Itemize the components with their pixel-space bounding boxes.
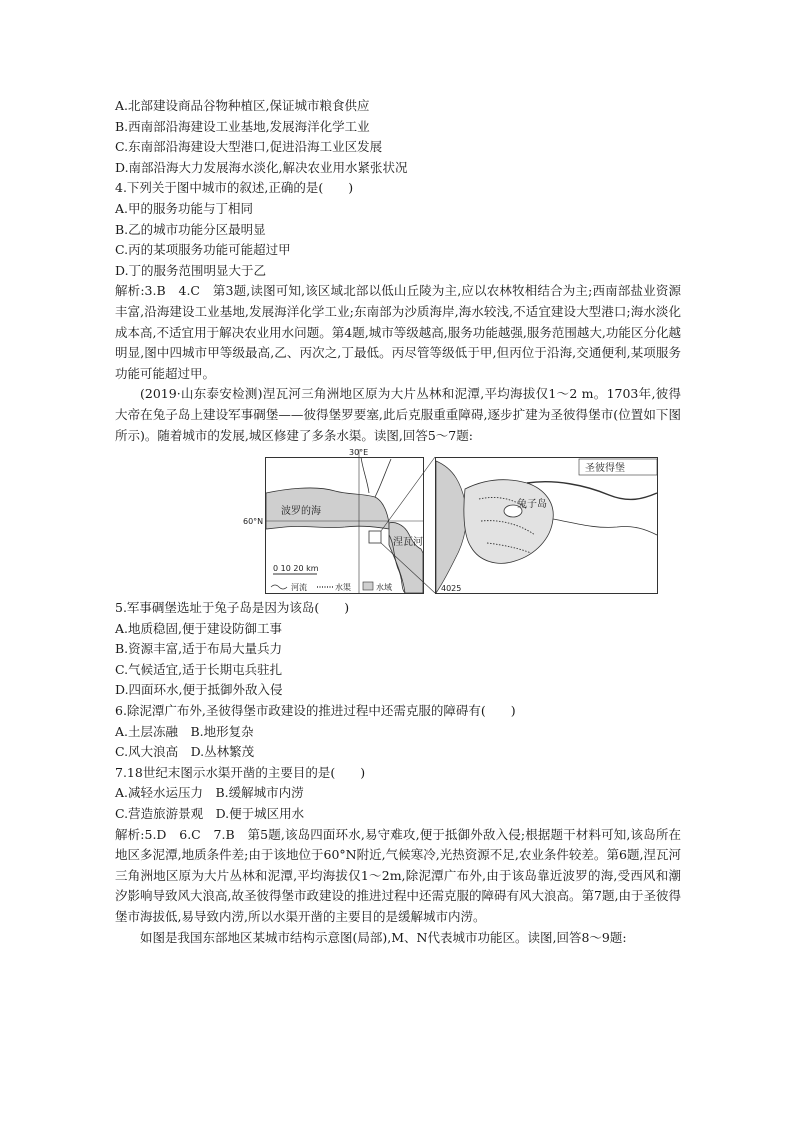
- river-north: [361, 457, 369, 493]
- q4-option-d: D.丁的服务范围明显大于乙: [115, 262, 267, 278]
- q5-option-a: A.地质稳固,便于建设防御工事: [115, 620, 282, 636]
- river-northeast: [375, 459, 391, 497]
- neva-delta-map: [243, 448, 659, 595]
- q7-options-cd: C.营造旅游景观 D.便于城区用水: [115, 806, 305, 822]
- river-label: 涅瓦河: [393, 537, 423, 549]
- legend-canal-label: 水渠: [335, 583, 351, 593]
- q5-option-c: C.气候适宜,适于长期屯兵驻扎: [115, 661, 283, 677]
- intro-8-9: 如图是我国东部地区某城市结构示意图(局部),M、N代表城市功能区。读图,回答8～9题:: [140, 929, 627, 945]
- q3-option-d: D.南部沿海大力发展海水淡化,解决农业用水紧张状况: [115, 159, 408, 175]
- q6-stem: 6.除泥潭广布外,圣彼得堡市政建设的推进过程中还需克服的障碍有( ): [115, 703, 516, 719]
- inset-river-branch: [553, 519, 657, 535]
- q7-options-ab: A.减轻水运压力 B.缓解城市内涝: [115, 785, 304, 801]
- inset-lead-top: [381, 457, 435, 531]
- scale-label: 0 10 20 km: [273, 564, 319, 574]
- q5-option-b: B.资源丰富,适于布局大量兵力: [115, 641, 283, 657]
- q3-option-a: A.北部建设商品谷物种植区,保证城市粮食供应: [115, 98, 370, 113]
- q4-option-b: B.乙的城市功能分区最明显: [115, 221, 266, 237]
- analysis-5-7: 解析:5.D 6.C 7.B 第5题,该岛四面环水,易守难攻,便于抵御外敌入侵;根据题干材料可知,该岛所在地区多泥潭,地质条件差;由于该地位于60°N附近,气候寒冷,光热资源不足,农业条件较差。第6题,涅瓦河三角洲地区原为大片丛林和泥潭,平均海拔仅1～2m,除泥潭广布外,由于该岛靠近波罗的海,受西风和潮汐影响导致风大浪高,故圣彼得堡市政建设的推进过程中还需克服的障碍有风大浪高。第7题,由于圣彼得堡市海拔低,易导致内涝,所以水渠开凿的主要目的是缓解城市内涝。: [115, 826, 681, 924]
- analysis-3-4: 解析:3.B 4.C 第3题,读图可知,该区域北部以低山丘陵为主,应以农林牧相结合为主;西南部盐业资源丰富,沿海建设工业基地,发展海洋化学工业;东南部为沙质海岸,海水较浅,不适宜建设大型港口;海水淡化成本高,不适宜用于解决农业用水问题。第4题,城市等级越高,服务功能越强,服务范围越大,功能区分化越明显,图中四城市甲等级最高,乙、丙次之,丁最低。丙尽管等级低于甲,但丙位于沿海,交通便利,某项服务功能可能超过甲。: [115, 283, 681, 381]
- q4-stem: 4.下列关于图中城市的叙述,正确的是( ): [115, 180, 354, 196]
- map-svg: [243, 448, 659, 595]
- q7-stem: 7.18世纪末图示水渠开凿的主要目的是( ): [115, 764, 366, 780]
- q3-option-c: C.东南部沿海建设大型港口,促进沿海工业区发展: [115, 139, 383, 155]
- q3-option-b: B.西南部沿海建设工业基地,发展海洋化学工业: [115, 118, 370, 134]
- page-content: [115, 96, 681, 948]
- inset-corner-label: 4025: [441, 584, 462, 594]
- sea-label: 波罗的海: [281, 506, 321, 518]
- lat-label: 60°N: [243, 517, 264, 527]
- legend-water-symbol: [363, 582, 373, 590]
- neva-delta-islands: [464, 480, 553, 564]
- legend-river-label: 河流: [291, 583, 307, 593]
- inset-bay-water: [436, 461, 467, 593]
- q5-stem: 5.军事碉堡选址于兔子岛是因为该岛( ): [115, 600, 350, 616]
- q5-option-d: D.四面环水,便于抵御外敌入侵: [115, 682, 283, 698]
- inset-locator: [369, 531, 381, 543]
- city-label: 圣彼得堡: [585, 463, 625, 475]
- q6-options-ab: A.土层冻融 B.地形复杂: [115, 723, 254, 739]
- lake-ladoga-water: [389, 523, 423, 594]
- lon-label: 30°E: [349, 448, 369, 458]
- legend-river-symbol: [271, 585, 287, 589]
- q6-options-cd: C.风大浪高 D.丛林繁茂: [115, 744, 255, 760]
- intro-5-7: (2019·山东泰安检测)涅瓦河三角洲地区原为大片丛林和泥潭,平均海拔仅1～2 m。1703年,彼得大帝在兔子岛上建设军事碉堡——彼得堡罗要塞,此后克服重重障碍,逐步扩建为圣彼得堡市(位置如下图所示)。随着城市的发展,城区修建了多条水渠。读图,回答5～7题:: [115, 386, 681, 443]
- q4-option-a: A.甲的服务功能与丁相同: [115, 200, 254, 216]
- legend-water-label: 水域: [376, 583, 392, 593]
- q4-option-c: C.丙的某项服务功能可能超过甲: [115, 242, 291, 258]
- island-label: 兔子岛: [517, 499, 547, 511]
